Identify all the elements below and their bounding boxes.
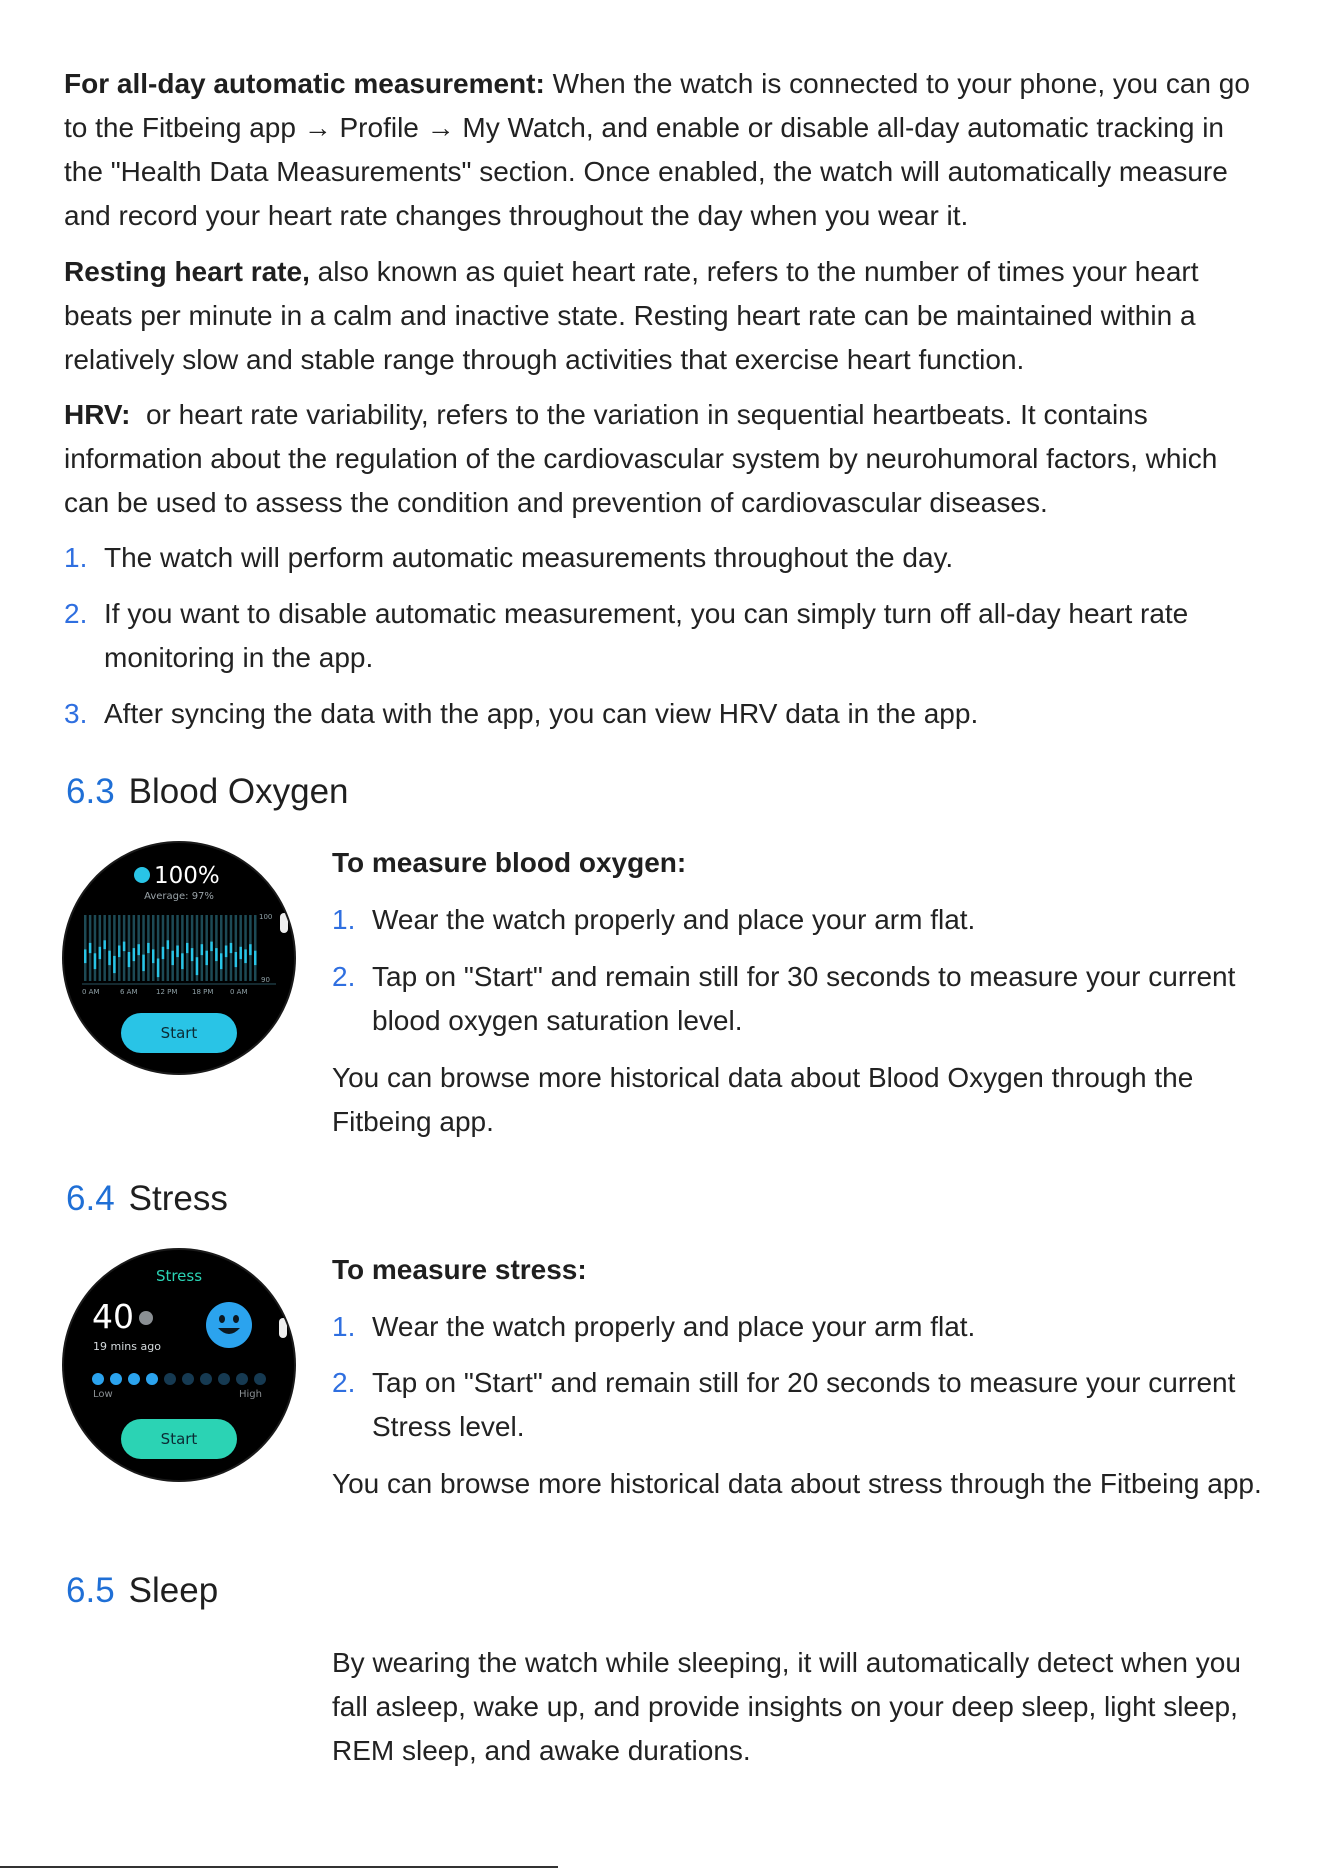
- stress-high-label: High: [239, 1389, 262, 1400]
- chart-bar: [205, 951, 208, 965]
- chart-bar-track: [205, 915, 208, 981]
- sleep-text-line-1: By wearing the watch while sleeping, it will automatically detect when you: [332, 1647, 1241, 1678]
- section-number: 6.4: [66, 1179, 115, 1218]
- chart-bar: [254, 951, 257, 965]
- stress-subheading: To measure stress:: [332, 1254, 587, 1285]
- list-item: [332, 1361, 1262, 1449]
- allday-paragraph: [64, 62, 1254, 238]
- list-text: After syncing the data with the app, you can view HRV data in the app.: [104, 698, 979, 729]
- chart-bar: [244, 949, 247, 963]
- list-number: 2.: [332, 1367, 356, 1398]
- section-title: Stress: [128, 1179, 228, 1218]
- list-text: If you want to disable automatic measurement, you can simply turn off all-day heart rate: [104, 598, 1189, 629]
- chart-bar: [186, 943, 189, 953]
- chart-bar: [128, 952, 131, 967]
- sleep-text-line-3: REM sleep, and awake durations.: [332, 1735, 751, 1766]
- chart-bar-track: [215, 915, 218, 981]
- allday-bold-label: For all-day automatic measurement:: [64, 68, 545, 99]
- stress-dot-filled: [128, 1373, 140, 1385]
- stress-dot-filled: [146, 1373, 158, 1385]
- stress-watch-image: [64, 1250, 294, 1480]
- chart-bar-track: [133, 915, 136, 981]
- list-text: Wear the watch properly and place your arm flat.: [372, 1311, 976, 1342]
- blood-oxygen-watch-image: [64, 843, 294, 1073]
- stress-dot-empty: [254, 1373, 266, 1385]
- chart-bar-track: [244, 915, 247, 981]
- chart-bar: [176, 946, 179, 958]
- stress-dot-empty: [218, 1373, 230, 1385]
- chart-bar: [239, 947, 242, 959]
- chart-bar: [108, 951, 111, 965]
- blood-oxygen-start-button[interactable]: Start: [121, 1013, 237, 1053]
- list-number: 1.: [64, 542, 88, 573]
- hrv-text-line-1: or heart rate variability, refers to the variation in sequential heartbeats. It contains: [130, 399, 1148, 430]
- chart-bar: [157, 959, 160, 978]
- blood-oxygen-note-line-2: Fitbeing app.: [332, 1106, 494, 1137]
- resting-text-line-1: also known as quiet heart rate, refers to the number of times your heart: [309, 256, 1199, 287]
- list-number: 2.: [332, 961, 356, 992]
- footer-divider: [0, 1866, 558, 1868]
- list-item: [332, 955, 1262, 1043]
- stress-dot-empty: [200, 1373, 212, 1385]
- chart-bar: [147, 943, 150, 953]
- resting-bold-label: Resting heart rate,: [64, 256, 310, 287]
- resting-text-line-3: relatively slow and stable range through activities that exercise heart function.: [64, 344, 1025, 375]
- stress-dot-empty: [236, 1373, 248, 1385]
- list-item: [64, 592, 1254, 680]
- chart-time-label: 12 PM: [156, 988, 178, 996]
- chart-bars: [84, 915, 257, 981]
- blood-oxygen-subheading: To measure blood oxygen:: [332, 847, 687, 878]
- watch-crown: [280, 913, 288, 933]
- chart-bar: [84, 949, 87, 963]
- list-number: 2.: [64, 598, 88, 629]
- chart-bar: [123, 942, 126, 952]
- list-item: [332, 1305, 1262, 1349]
- chart-axis-top: 100: [259, 913, 273, 921]
- section-number: 6.5: [66, 1571, 115, 1610]
- hrv-bold-label: HRV:: [64, 399, 131, 430]
- list-item: [64, 536, 1254, 580]
- allday-text-line-1: When the watch is connected to your phone, you can go: [544, 68, 1250, 99]
- chart-bar: [103, 940, 106, 949]
- chart-bar: [167, 940, 170, 949]
- stress-note: [332, 1462, 1282, 1506]
- chart-bar: [235, 952, 238, 967]
- chart-bar-track: [171, 915, 174, 981]
- chart-bar: [137, 944, 140, 955]
- chart-bar-track: [181, 915, 184, 981]
- list-text: blood oxygen saturation level.: [372, 1005, 743, 1036]
- list-text: Stress level.: [372, 1411, 525, 1442]
- hrv-text-line-3: can be used to assess the condition and prevention of cardiovascular diseases.: [64, 487, 1048, 518]
- section-title: Blood Oxygen: [128, 772, 349, 811]
- list-text: Wear the watch properly and place your arm flat.: [372, 904, 976, 935]
- chart-axis-bottom: 90: [261, 976, 270, 984]
- stress-note-line-1: You can browse more historical data about stress through the Fitbeing app.: [332, 1468, 1262, 1499]
- list-text: Tap on "Start" and remain still for 30 seconds to measure your current: [372, 961, 1236, 992]
- chart-bar: [230, 943, 233, 953]
- allday-text-line-2: to the Fitbeing app → Profile → My Watch, and enable or disable all-day automatic tracking in: [64, 112, 1224, 143]
- chart-bar: [89, 943, 92, 953]
- list-item: [64, 692, 1254, 736]
- hrv-text-line-2: information about the regulation of the cardiovascular system by neurohumoral factors, which: [64, 443, 1218, 474]
- chart-time-label: 18 PM: [192, 988, 214, 996]
- chart-bar-track: [108, 915, 111, 981]
- chart-bar: [162, 947, 165, 959]
- chart-bar-track: [191, 915, 194, 981]
- section-number: 6.3: [66, 772, 115, 811]
- chart-bar: [201, 944, 204, 955]
- chart-bar: [196, 957, 199, 975]
- chart-bar: [249, 944, 252, 955]
- section-heading-sleep: [66, 1569, 218, 1613]
- chart-bar: [215, 948, 218, 961]
- chart-time-label: 6 AM: [120, 988, 138, 996]
- chart-bar: [142, 955, 145, 972]
- chart-bar-track: [235, 915, 238, 981]
- chart-bar-track: [128, 915, 131, 981]
- list-number: 1.: [332, 904, 356, 935]
- hrv-paragraph: [64, 393, 1254, 525]
- resting-paragraph: [64, 250, 1254, 382]
- chart-bar-track: [254, 915, 257, 981]
- stress-dot-filled: [92, 1373, 104, 1385]
- blood-oxygen-note: [332, 1056, 1262, 1144]
- sleep-paragraph: [332, 1641, 1282, 1773]
- resting-text-line-2: beats per minute in a calm and inactive state. Resting heart rate can be maintained within a: [64, 300, 1196, 331]
- chart-bar: [191, 948, 194, 961]
- chart-time-label: 0 AM: [230, 988, 248, 996]
- stress-low-label: Low: [93, 1389, 113, 1400]
- chart-bar: [113, 956, 116, 973]
- section-title: Sleep: [128, 1571, 219, 1610]
- stress-dot-group: [92, 1373, 266, 1385]
- allday-text-line-3: the "Health Data Measurements" section. Once enabled, the watch will automatically measure: [64, 156, 1228, 187]
- chart-bar: [210, 942, 213, 952]
- list-text: Tap on "Start" and remain still for 20 seconds to measure your current: [372, 1367, 1236, 1398]
- stress-dot-empty: [164, 1373, 176, 1385]
- section-heading-stress: [66, 1177, 228, 1221]
- stress-watch-title: Stress: [155, 1267, 203, 1285]
- chart-bar: [152, 949, 155, 963]
- chart-bar: [99, 947, 102, 959]
- blood-oxygen-note-line-1: You can browse more historical data about Blood Oxygen through the: [332, 1062, 1194, 1093]
- blood-oxygen-value: 100%: [154, 863, 220, 889]
- sleep-text-line-2: fall asleep, wake up, and provide insights on your deep sleep, light sleep,: [332, 1691, 1238, 1722]
- chart-bar: [133, 948, 136, 961]
- chart-bar-track: [220, 915, 223, 981]
- watch-crown: [279, 1318, 287, 1338]
- chart-bar: [94, 953, 97, 969]
- chart-time-label: 0 AM: [82, 988, 100, 996]
- list-number: 3.: [64, 698, 88, 729]
- chart-bar: [118, 946, 121, 958]
- blood-oxygen-average: Average: 97%: [144, 891, 214, 902]
- chart-bar: [225, 946, 228, 958]
- list-text: The watch will perform automatic measurements throughout the day.: [104, 542, 954, 573]
- stress-time-ago: 19 mins ago: [93, 1340, 161, 1353]
- section-heading-blood-oxygen: [66, 770, 349, 814]
- allday-text-line-4: and record your heart rate changes throughout the day when you wear it.: [64, 200, 969, 231]
- chart-bar-track: [84, 915, 87, 981]
- list-item: [332, 898, 1262, 942]
- chart-bar-track: [94, 915, 97, 981]
- chart-bar: [171, 951, 174, 965]
- chart-bar-track: [152, 915, 155, 981]
- list-text: monitoring in the app.: [104, 642, 374, 673]
- list-number: 1.: [332, 1311, 356, 1342]
- chart-bar: [181, 953, 184, 969]
- stress-value: 40: [92, 1297, 134, 1336]
- chart-bar: [220, 953, 223, 969]
- stress-dot-empty: [182, 1373, 194, 1385]
- stress-dot-filled: [110, 1373, 122, 1385]
- stress-start-button[interactable]: Start: [121, 1419, 237, 1459]
